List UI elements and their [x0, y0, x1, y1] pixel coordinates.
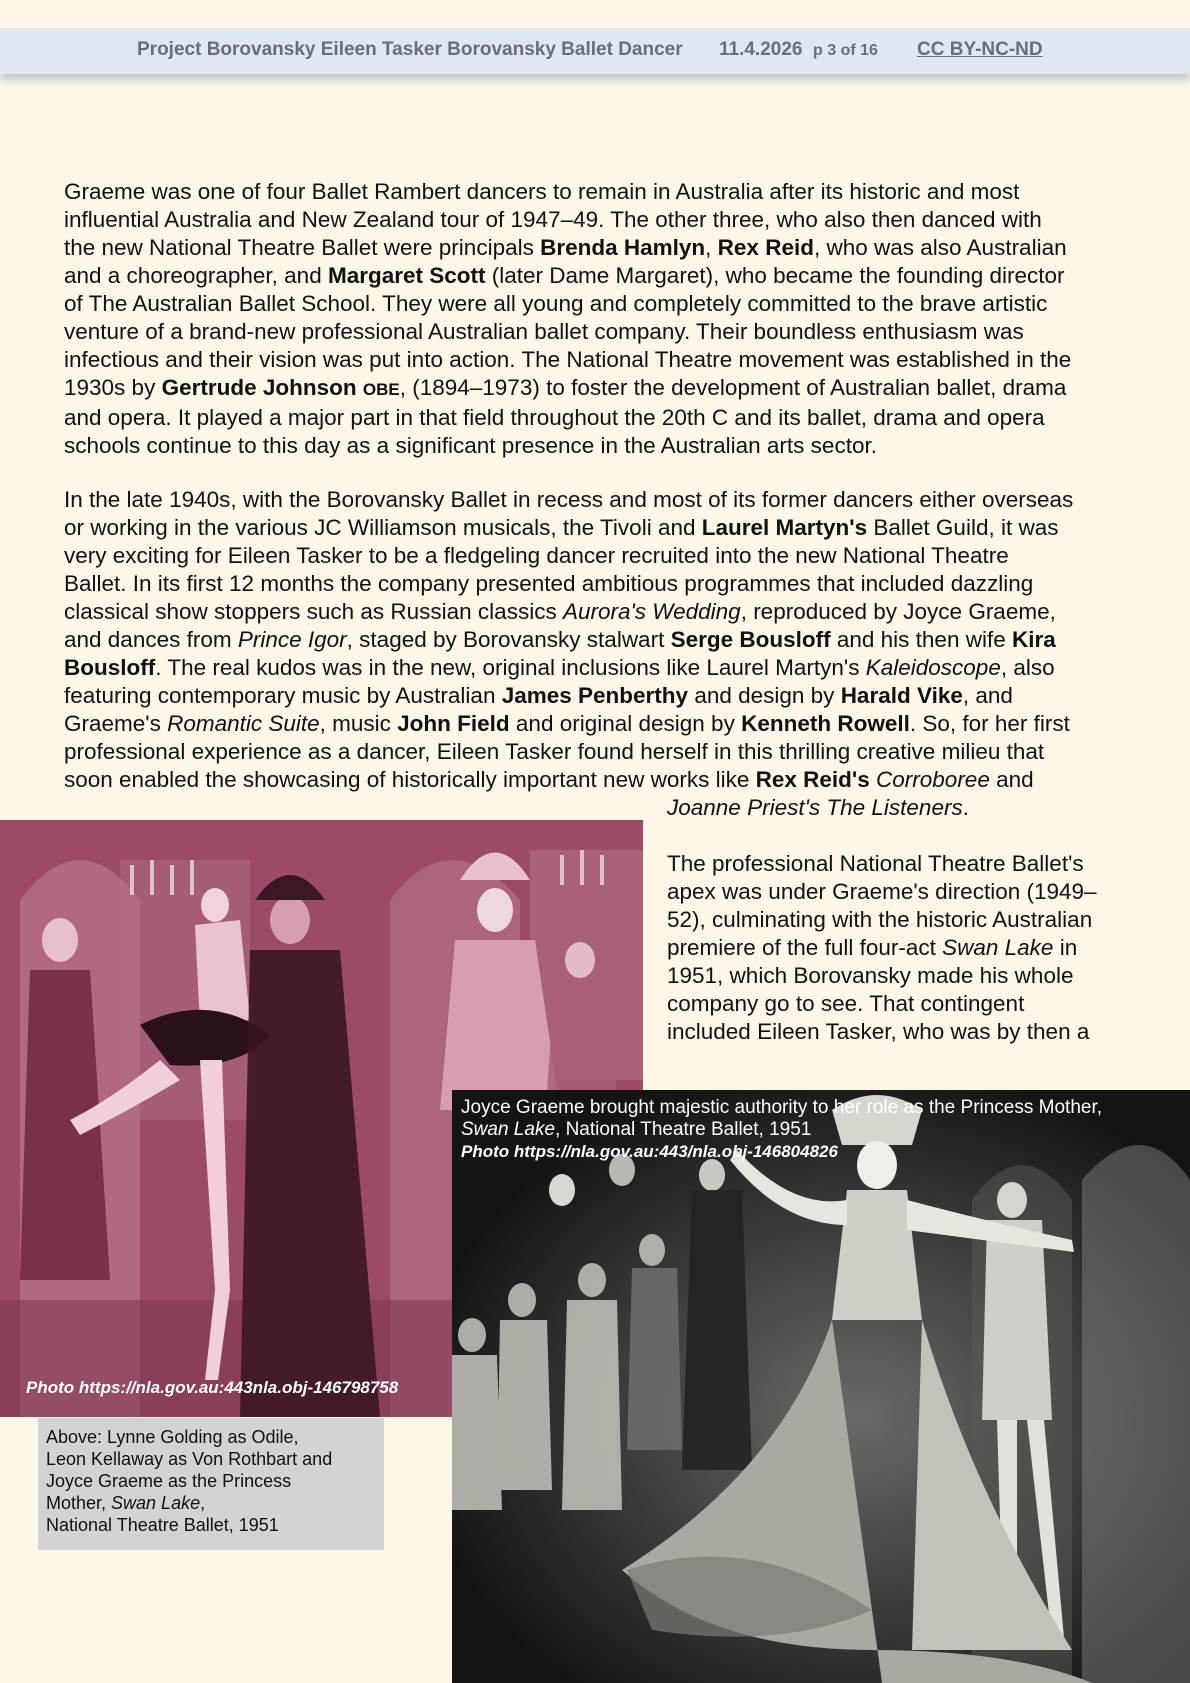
text-run: and his then wife	[830, 627, 1012, 652]
name-james-penberthy: James Penberthy	[501, 683, 689, 708]
caption-line: Joyce Graeme brought majestic authority to her role as the Princess Mother,	[461, 1097, 1103, 1118]
text-run: or working in the various JC Williamson musicals, the Tivoli and	[64, 515, 702, 540]
text-run: ,	[705, 235, 718, 260]
name-kira: Kira	[1011, 627, 1056, 652]
text-run: featuring contemporary music by Australian	[64, 683, 502, 708]
text-run: , (1894–1973) to foster the development of Australian ballet, drama	[399, 375, 1067, 400]
text-line	[64, 262, 1154, 290]
text-line	[64, 598, 1154, 626]
text-line	[64, 710, 1154, 738]
ballet-photo-princess-mother	[452, 1090, 1190, 1683]
text-line: Graeme was one of four Ballet Rambert dancers to remain in Australia after its historic and most	[64, 179, 1020, 204]
text-line	[667, 794, 1147, 822]
text-run: in	[1053, 935, 1078, 960]
text-line: and opera. It played a major part in that field throughout the 20th C and its ballet, drama and opera	[64, 405, 1045, 430]
text-line: In the late 1940s, with the Borovansky Ballet in recess and most of its former dancers either overseas	[64, 487, 1074, 512]
honour-obe: OBE	[362, 380, 400, 399]
right-column-text	[667, 794, 1147, 1046]
paragraph-gap	[667, 822, 1147, 850]
text-run: .	[962, 795, 969, 820]
text-run: Graeme's	[64, 711, 168, 736]
name-laurel-martyn: Laurel Martyn's	[701, 515, 868, 540]
text-run: Ballet Guild, it was	[867, 515, 1059, 540]
title-prince-igor: Prince Igor	[237, 627, 347, 652]
name-serge-bousloff: Serge Bousloff	[670, 627, 831, 652]
text-line: of The Australian Ballet School. They were all young and completely committed to the brave artistic	[64, 291, 1048, 316]
name-margaret-scott: Margaret Scott	[327, 263, 486, 288]
text-run: , reproduced by Joyce Graeme,	[740, 599, 1056, 624]
text-line: 1951, which Borovansky made his whole	[667, 963, 1074, 988]
paragraph-2	[64, 486, 1154, 794]
caption-line	[46, 1492, 376, 1514]
name-brenda-hamlyn: Brenda Hamlyn	[540, 235, 706, 260]
title-auroras-wedding: Aurora's Wedding	[562, 599, 741, 624]
paragraph-1	[64, 178, 1154, 460]
text-line: very exciting for Eileen Tasker to be a fledgeling dancer recruited into the new National Theatre	[64, 543, 1009, 568]
caption-line: National Theatre Ballet, 1951	[46, 1515, 279, 1535]
title-kaleidoscope: Kaleidoscope	[865, 655, 1001, 680]
text-run: and dances from	[64, 627, 238, 652]
text-run: ,	[200, 1493, 206, 1513]
text-run: and a choreographer, and	[64, 263, 328, 288]
text-line	[64, 682, 1154, 710]
text-run: and	[989, 767, 1034, 792]
text-line	[64, 514, 1154, 542]
name-kenneth-rowell: Kenneth Rowell	[741, 711, 910, 736]
text-run: , who was also Australian	[813, 235, 1067, 260]
title-the-listeners: Joanne Priest's The Listeners	[667, 795, 963, 820]
caption-line: Above: Lynne Golding as Odile,	[46, 1427, 299, 1447]
text-run: , and	[962, 683, 1013, 708]
text-run: (later Dame Margaret), who became the founding director	[485, 263, 1065, 288]
text-run: premiere of the full four-act	[667, 935, 943, 960]
text-line: The professional National Theatre Ballet's	[667, 851, 1084, 876]
page-header	[0, 28, 1190, 74]
text-line	[64, 374, 1154, 404]
text-line: included Eileen Tasker, who was by then a	[667, 1019, 1090, 1044]
caption-line: Joyce Graeme as the Princess	[46, 1471, 292, 1491]
title-swan-lake: Swan Lake	[942, 935, 1054, 960]
text-line: venture of a brand-new professional Australian ballet company. Their boundless enthusiasm was	[64, 319, 1024, 344]
name-rex-reids: Rex Reid's	[755, 767, 870, 792]
text-line	[64, 654, 1154, 682]
caption-line: Leon Kellaway as Von Rothbart and	[46, 1449, 333, 1469]
text-run: , also	[1000, 655, 1055, 680]
text-run: soon enabled the showcasing of historically important new works like	[64, 767, 756, 792]
photo1-caption	[38, 1418, 384, 1550]
text-run: . So, for her first	[909, 711, 1070, 736]
text-run: , music	[319, 711, 398, 736]
photo1-credit: Photo https://nla.gov.au:443nla.obj-146798758	[26, 1378, 399, 1397]
name-rex-reid: Rex Reid	[717, 235, 814, 260]
header-date: 11.4.2026	[719, 39, 803, 60]
caption-line	[461, 1119, 1102, 1141]
text-line	[64, 234, 1154, 262]
text-line: Ballet. In its first 12 months the company presented ambitious programmes that included dazzling	[64, 571, 1034, 596]
photo2-caption	[461, 1097, 1102, 1163]
title-swan-lake: Swan Lake	[111, 1493, 201, 1513]
text-run: , staged by Borovansky stalwart	[346, 627, 671, 652]
text-run: classical show stoppers such as Russian classics	[64, 599, 563, 624]
text-line: professional experience as a dancer, Eileen Tasker found herself in this thrilling creative milieu that	[64, 739, 1045, 764]
text-line	[667, 934, 1147, 962]
text-line	[64, 766, 1154, 794]
name-bousloff: Bousloff	[64, 655, 156, 680]
text-run: 1930s by	[64, 375, 162, 400]
text-run: the new National Theatre Ballet were principals	[64, 235, 541, 260]
text-run: and original design by	[509, 711, 742, 736]
photo2-credit: Photo https://nla.gov.au:443/nla.obj-146804826	[461, 1142, 838, 1161]
text-line: apex was under Graeme's direction (1949–	[667, 879, 1097, 904]
name-harald-vike: Harald Vike	[840, 683, 963, 708]
text-line: schools continue to this day as a significant presence in the Australian arts sector.	[64, 433, 877, 458]
text-line: influential Australia and New Zealand tour of 1947–49. The other three, who also then danced with	[64, 207, 1042, 232]
text-run: , National Theatre Ballet, 1951	[555, 1119, 812, 1140]
license-link[interactable]: CC BY-NC-ND	[917, 39, 1043, 60]
header-page-number: p 3 of 16	[813, 42, 878, 59]
title-corroboree: Corroboree	[876, 767, 990, 792]
text-line: 52), culminating with the historic Australian	[667, 907, 1093, 932]
text-line: infectious and their vision was put into action. The National Theatre movement was established in the	[64, 347, 1072, 372]
text-run: and design by	[688, 683, 841, 708]
text-run: . The real kudos was in the new, original inclusions like Laurel Martyn's	[155, 655, 866, 680]
title-romantic-suite: Romantic Suite	[167, 711, 320, 736]
text-line	[64, 626, 1154, 654]
name-gertrude-johnson: Gertrude Johnson	[161, 375, 357, 400]
name-john-field: John Field	[397, 711, 510, 736]
text-line: company go to see. That contingent	[667, 991, 1025, 1016]
header-title: Project Borovansky Eileen Tasker Borovansky Ballet Dancer	[137, 39, 683, 60]
photo-illustration	[452, 1090, 1190, 1683]
text-run: Mother,	[46, 1493, 112, 1513]
title-swan-lake: Swan Lake	[461, 1119, 556, 1140]
